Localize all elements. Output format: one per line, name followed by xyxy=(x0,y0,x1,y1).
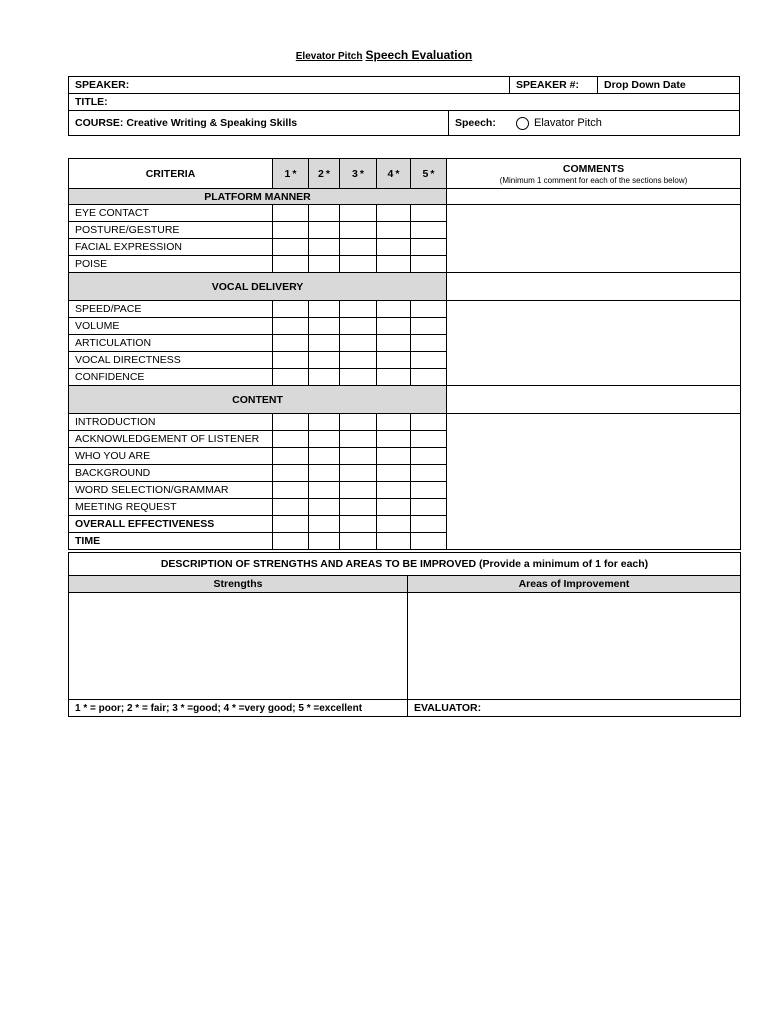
score-cell-4[interactable] xyxy=(377,465,411,482)
score-cell-1[interactable] xyxy=(273,205,309,222)
title-field[interactable] xyxy=(69,94,739,110)
criteria-label: FACIAL EXPRESSION xyxy=(69,239,273,256)
score-cell-5[interactable] xyxy=(411,431,447,448)
score-cell-4[interactable] xyxy=(377,369,411,386)
score-cell-4[interactable] xyxy=(377,205,411,222)
grid-header-row xyxy=(69,159,741,189)
speech-type-radio[interactable] xyxy=(516,117,602,130)
score-cell-3[interactable] xyxy=(340,256,377,273)
page-title xyxy=(0,48,768,62)
criteria-label: MEETING REQUEST xyxy=(69,499,273,516)
speaker-info-block xyxy=(68,76,740,136)
title-part2: Speech Evaluation xyxy=(365,48,473,62)
score-cell-4[interactable] xyxy=(377,256,411,273)
score-cell-5[interactable] xyxy=(411,352,447,369)
score-cell-2[interactable] xyxy=(309,301,340,318)
score-cell-5[interactable] xyxy=(411,516,447,533)
score-cell-4[interactable] xyxy=(377,335,411,352)
score-cell-2[interactable] xyxy=(309,482,340,499)
criteria-label: VOCAL DIRECTNESS xyxy=(69,352,273,369)
score-cell-3[interactable] xyxy=(340,414,377,431)
score-cell-3[interactable] xyxy=(340,465,377,482)
score-cell-5[interactable] xyxy=(411,318,447,335)
speech-label: Speech: xyxy=(455,117,496,129)
score-cell-3[interactable] xyxy=(340,222,377,239)
speaker-field[interactable] xyxy=(69,77,509,93)
criteria-label: ARTICULATION xyxy=(69,335,273,352)
score-cell-3[interactable] xyxy=(340,533,377,550)
strengths-input[interactable] xyxy=(69,593,408,700)
improvement-header: Areas of Improvement xyxy=(408,576,741,593)
speaker-number-label: SPEAKER #: xyxy=(516,79,580,91)
section-title: PLATFORM MANNER xyxy=(69,189,447,205)
score-cell-2[interactable] xyxy=(309,222,340,239)
score-cell-2[interactable] xyxy=(309,414,340,431)
speaker-number-field[interactable] xyxy=(509,77,597,93)
criteria-label: SPEED/PACE xyxy=(69,301,273,318)
criteria-label: WORD SELECTION/GRAMMAR xyxy=(69,482,273,499)
score-cell-4[interactable] xyxy=(377,318,411,335)
score-cell-5[interactable] xyxy=(411,239,447,256)
criteria-header: CRITERIA xyxy=(69,159,273,189)
section-comment-header xyxy=(447,189,741,205)
score-cell-5[interactable] xyxy=(411,222,447,239)
score-cell-5[interactable] xyxy=(411,369,447,386)
criteria-label: EYE CONTACT xyxy=(69,205,273,222)
score-cell-1[interactable] xyxy=(273,448,309,465)
scale-legend: 1 * = poor; 2 * = fair; 3 * =good; 4 * =very good; 5 * =excellent xyxy=(69,700,408,717)
score-cell-3[interactable] xyxy=(340,301,377,318)
score-cell-2[interactable] xyxy=(309,499,340,516)
score-cell-4[interactable] xyxy=(377,222,411,239)
score-cell-5[interactable] xyxy=(411,335,447,352)
score-cell-1[interactable] xyxy=(273,301,309,318)
score-cell-1[interactable] xyxy=(273,352,309,369)
score-cell-2[interactable] xyxy=(309,465,340,482)
evaluator-field[interactable]: EVALUATOR: xyxy=(408,700,741,717)
score-cell-1[interactable] xyxy=(273,482,309,499)
criteria-label: POISE xyxy=(69,256,273,273)
star-header-4: 4 * xyxy=(377,159,411,189)
score-cell-2[interactable] xyxy=(309,369,340,386)
score-cell-2[interactable] xyxy=(309,335,340,352)
criteria-row xyxy=(69,205,741,222)
score-cell-4[interactable] xyxy=(377,482,411,499)
course-field xyxy=(69,111,448,135)
score-cell-4[interactable] xyxy=(377,516,411,533)
section-comment-header xyxy=(447,386,741,414)
score-cell-2[interactable] xyxy=(309,533,340,550)
score-cell-2[interactable] xyxy=(309,448,340,465)
score-cell-3[interactable] xyxy=(340,369,377,386)
section-comment-box[interactable] xyxy=(447,414,741,550)
criteria-row xyxy=(69,414,741,431)
radio-circle-icon[interactable] xyxy=(516,117,529,130)
score-cell-3[interactable] xyxy=(340,499,377,516)
title-label: TITLE: xyxy=(75,96,108,108)
score-cell-5[interactable] xyxy=(411,205,447,222)
score-cell-1[interactable] xyxy=(273,318,309,335)
section-row xyxy=(69,273,741,301)
score-cell-5[interactable] xyxy=(411,414,447,431)
score-cell-1[interactable] xyxy=(273,335,309,352)
score-cell-5[interactable] xyxy=(411,533,447,550)
score-cell-4[interactable] xyxy=(377,239,411,256)
criteria-label: ACKNOWLEDGEMENT OF LISTENER xyxy=(69,431,273,448)
score-cell-2[interactable] xyxy=(309,256,340,273)
section-comment-header xyxy=(447,273,741,301)
score-cell-1[interactable] xyxy=(273,222,309,239)
score-cell-4[interactable] xyxy=(377,499,411,516)
speech-label-cell xyxy=(448,111,510,135)
date-dropdown-label: Drop Down Date xyxy=(604,79,686,91)
score-cell-5[interactable] xyxy=(411,482,447,499)
star-header-2: 2 * xyxy=(309,159,340,189)
score-cell-1[interactable] xyxy=(273,256,309,273)
comments-header: COMMENTS xyxy=(562,162,625,175)
speech-option-label: Elavator Pitch xyxy=(534,117,602,129)
score-cell-1[interactable] xyxy=(273,516,309,533)
comments-subheader: (Minimum 1 comment for each of the sections below) xyxy=(499,175,688,185)
score-cell-1[interactable] xyxy=(273,533,309,550)
description-title: DESCRIPTION OF STRENGTHS AND AREAS TO BE IMPROVED (Provide a minimum of 1 for each) xyxy=(69,553,741,576)
criteria-label: OVERALL EFFECTIVENESS xyxy=(69,516,273,533)
score-cell-3[interactable] xyxy=(340,239,377,256)
title-part1: Elevator Pitch xyxy=(295,51,363,62)
score-cell-2[interactable] xyxy=(309,516,340,533)
section-comment-box[interactable] xyxy=(447,301,741,386)
star-header-3: 3 * xyxy=(340,159,377,189)
speech-option-cell xyxy=(510,111,739,135)
criteria-label: TIME xyxy=(69,533,273,550)
star-header-5: 5 * xyxy=(411,159,447,189)
criteria-row xyxy=(69,301,741,318)
score-cell-2[interactable] xyxy=(309,318,340,335)
score-cell-4[interactable] xyxy=(377,301,411,318)
section-title: VOCAL DELIVERY xyxy=(69,273,447,301)
score-cell-1[interactable] xyxy=(273,499,309,516)
score-cell-1[interactable] xyxy=(273,414,309,431)
course-label: COURSE: Creative Writing & Speaking Skills xyxy=(75,117,298,129)
score-cell-1[interactable] xyxy=(273,431,309,448)
criteria-label: INTRODUCTION xyxy=(69,414,273,431)
criteria-label: BACKGROUND xyxy=(69,465,273,482)
section-row xyxy=(69,189,741,205)
score-cell-4[interactable] xyxy=(377,448,411,465)
score-cell-3[interactable] xyxy=(340,205,377,222)
criteria-label: CONFIDENCE xyxy=(69,369,273,386)
score-cell-2[interactable] xyxy=(309,352,340,369)
score-cell-2[interactable] xyxy=(309,239,340,256)
criteria-label: WHO YOU ARE xyxy=(69,448,273,465)
score-cell-4[interactable] xyxy=(377,431,411,448)
date-dropdown[interactable] xyxy=(597,77,739,93)
score-cell-1[interactable] xyxy=(273,239,309,256)
score-cell-5[interactable] xyxy=(411,465,447,482)
score-cell-4[interactable] xyxy=(377,533,411,550)
score-cell-5[interactable] xyxy=(411,256,447,273)
criteria-label: POSTURE/GESTURE xyxy=(69,222,273,239)
score-cell-3[interactable] xyxy=(340,335,377,352)
star-header-1: 1 * xyxy=(273,159,309,189)
improvement-input[interactable] xyxy=(408,593,741,700)
evaluation-grid xyxy=(68,158,741,550)
score-cell-2[interactable] xyxy=(309,205,340,222)
score-cell-1[interactable] xyxy=(273,369,309,386)
strengths-improvement-table xyxy=(68,552,741,717)
score-cell-4[interactable] xyxy=(377,352,411,369)
section-comment-box[interactable] xyxy=(447,205,741,273)
strengths-header: Strengths xyxy=(69,576,408,593)
score-cell-3[interactable] xyxy=(340,448,377,465)
score-cell-5[interactable] xyxy=(411,448,447,465)
score-cell-1[interactable] xyxy=(273,465,309,482)
score-cell-3[interactable] xyxy=(340,482,377,499)
section-row xyxy=(69,386,741,414)
score-cell-2[interactable] xyxy=(309,431,340,448)
score-cell-4[interactable] xyxy=(377,414,411,431)
speaker-label: SPEAKER: xyxy=(75,79,130,91)
score-cell-3[interactable] xyxy=(340,516,377,533)
score-cell-3[interactable] xyxy=(340,352,377,369)
score-cell-3[interactable] xyxy=(340,318,377,335)
score-cell-5[interactable] xyxy=(411,499,447,516)
section-title: CONTENT xyxy=(69,386,447,414)
criteria-label: VOLUME xyxy=(69,318,273,335)
comments-header-cell xyxy=(447,159,741,189)
score-cell-5[interactable] xyxy=(411,301,447,318)
score-cell-3[interactable] xyxy=(340,431,377,448)
